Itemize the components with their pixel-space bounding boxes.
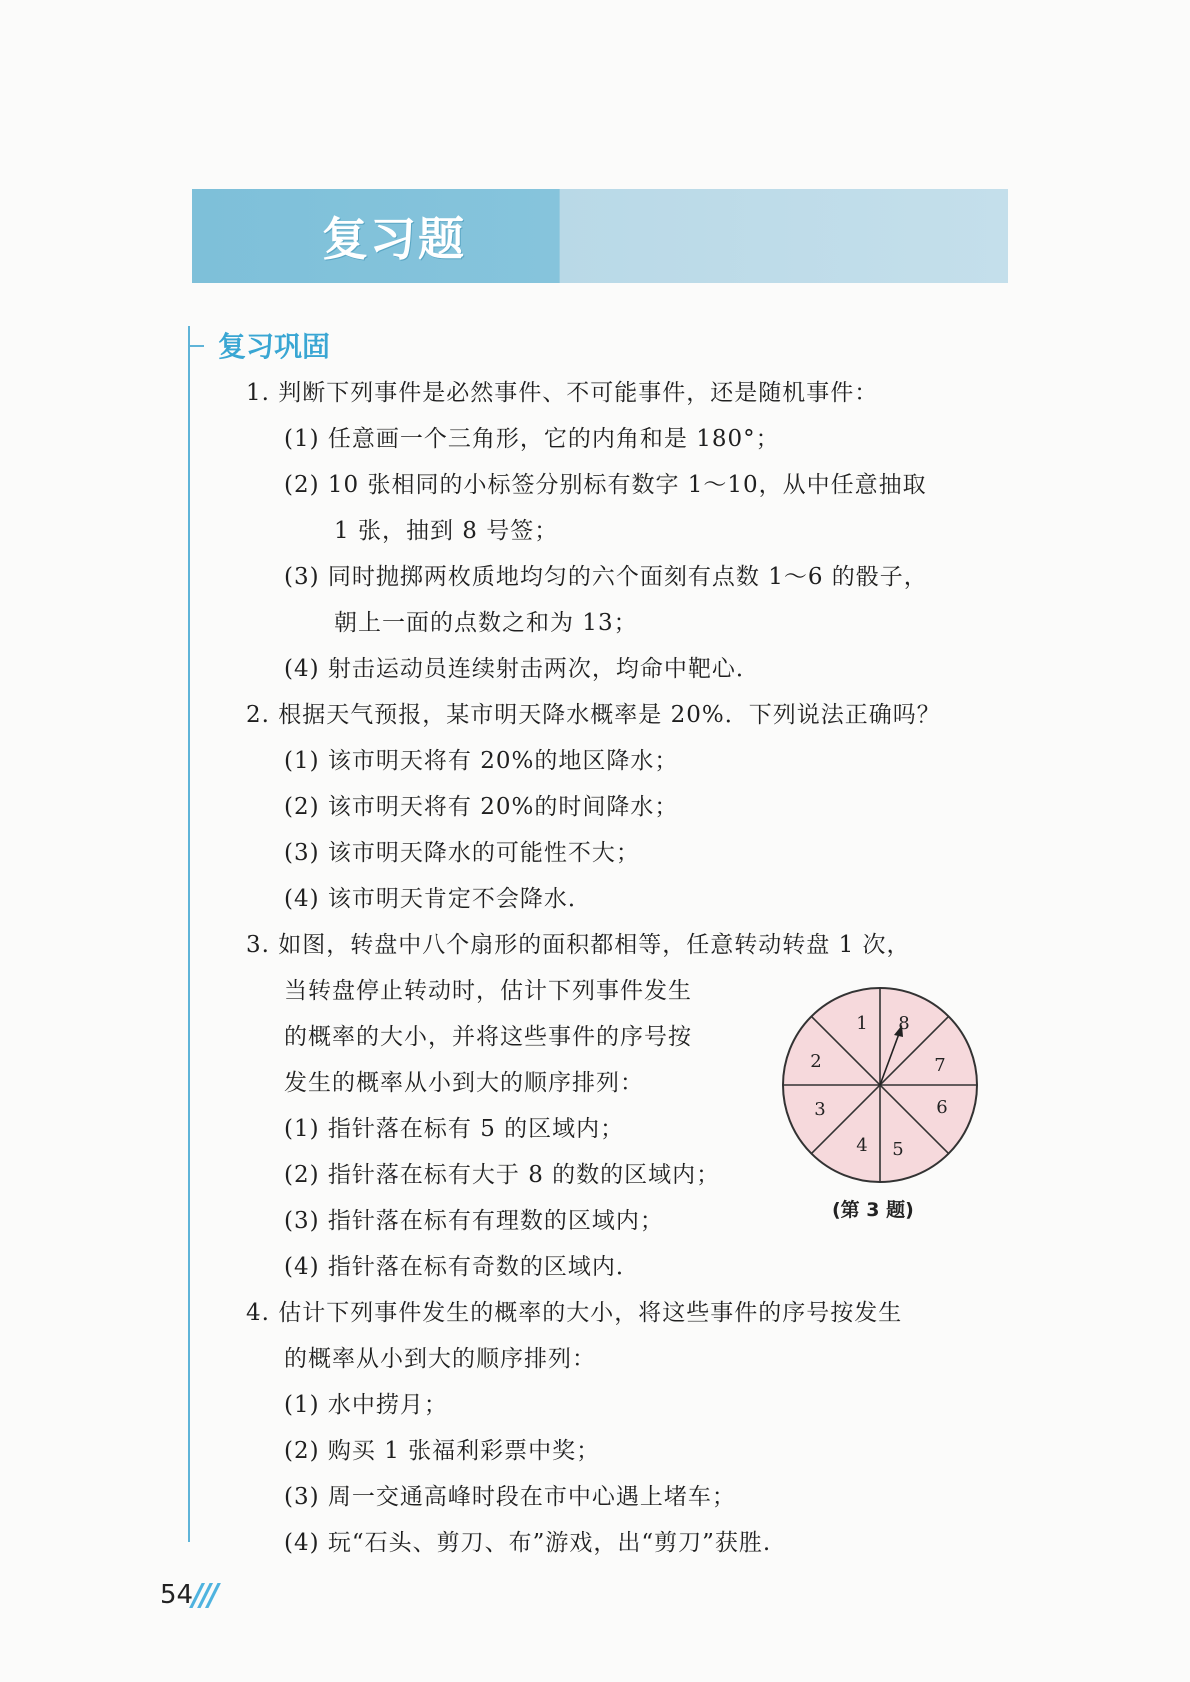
question-2-item-4: (4) 该市明天肯定不会降水． — [284, 886, 592, 912]
question-1-item-2-cont: 1 张，抽到 8 号签； — [334, 518, 559, 544]
question-2-item-2: (2) 该市明天将有 20%的时间降水； — [284, 794, 679, 820]
question-3-line-2: 的概率的大小，并将这些事件的序号按 — [284, 1024, 692, 1050]
segment-label-8: 8 — [898, 1013, 910, 1034]
question-4-line-2: 的概率从小到大的顺序排列： — [284, 1346, 596, 1372]
segment-label-1: 1 — [856, 1013, 868, 1034]
question-4-item-4: (4) 玩“石头、剪刀、布”游戏，出“剪刀”获胜. — [284, 1530, 772, 1556]
question-1-item-2: (2) 10 张相同的小标签分别标有数字 1～10，从中任意抽取 — [284, 472, 927, 498]
question-2-item-1: (1) 该市明天将有 20%的地区降水； — [284, 748, 679, 774]
question-3-item-1: (1) 指针落在标有 5 的区域内； — [284, 1116, 625, 1142]
page-number: 54 — [160, 1580, 194, 1610]
question-3-item-2: (2) 指针落在标有大于 8 的数的区域内； — [284, 1162, 721, 1188]
question-4-item-3: (3) 周一交通高峰时段在市中心遇上堵车； — [284, 1484, 736, 1510]
figure-caption: (第 3 题) — [832, 1199, 914, 1221]
segment-label-4: 4 — [856, 1135, 868, 1156]
segment-label-3: 3 — [814, 1099, 826, 1120]
section-rule-tick — [188, 345, 204, 347]
segment-label-5: 5 — [892, 1139, 904, 1160]
title-banner — [192, 189, 1008, 283]
page-title: 复习题 — [322, 212, 466, 266]
question-3-item-3: (3) 指针落在标有有理数的区域内； — [284, 1208, 664, 1234]
question-1-item-4: (4) 射击运动员连续射击两次，均命中靶心． — [284, 656, 760, 682]
question-3-item-4: (4) 指针落在标有奇数的区域内． — [284, 1254, 640, 1280]
question-4-stem: 4. 估计下列事件发生的概率的大小，将这些事件的序号按发生 — [246, 1300, 903, 1326]
question-3-stem: 3. 如图，转盘中八个扇形的面积都相等，任意转动转盘 1 次， — [246, 932, 911, 958]
segment-label-6: 6 — [936, 1097, 948, 1118]
question-3-line-3: 发生的概率从小到大的顺序排列： — [284, 1070, 644, 1096]
question-2-item-3: (3) 该市明天降水的可能性不大； — [284, 840, 640, 866]
question-4-item-2: (2) 购买 1 张福利彩票中奖； — [284, 1438, 601, 1464]
section-rule — [188, 326, 190, 1542]
spinner-figure — [780, 985, 980, 1185]
question-2-stem: 2. 根据天气预报，某市明天降水概率是 20%．下列说法正确吗？ — [246, 702, 941, 728]
page-number-decoration: /// — [192, 1578, 216, 1613]
segment-label-7: 7 — [934, 1055, 946, 1076]
question-1-stem: 1. 判断下列事件是必然事件、不可能事件，还是随机事件： — [246, 380, 879, 406]
question-1-item-1: (1) 任意画一个三角形，它的内角和是 180°； — [284, 426, 780, 452]
segment-label-2: 2 — [810, 1051, 822, 1072]
question-4-item-1: (1) 水中捞月； — [284, 1392, 448, 1418]
section-heading: 复习巩固 — [218, 330, 331, 363]
question-1-item-3-cont: 朝上一面的点数之和为 13； — [334, 610, 638, 636]
question-3-line-1: 当转盘停止转动时，估计下列事件发生 — [284, 978, 692, 1004]
question-1-item-3: (3) 同时抛掷两枚质地均匀的六个面刻有点数 1～6 的骰子， — [284, 564, 928, 590]
